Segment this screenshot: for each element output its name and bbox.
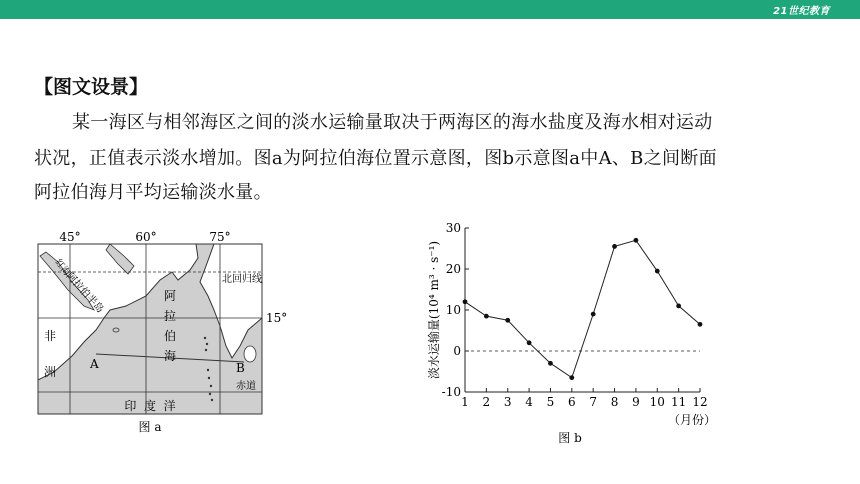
y-tick-label: -10 (441, 385, 461, 399)
data-point (591, 312, 596, 317)
arabian-sea-char-4: 海 (164, 349, 177, 363)
x-tick-label: 11 (670, 395, 687, 409)
x-axis-label: （月份） (667, 413, 717, 427)
arabian-sea-char-3: 伯 (164, 329, 177, 343)
x-tick-label: 7 (589, 395, 598, 409)
x-tick-label: 10 (649, 395, 665, 409)
data-point (505, 318, 510, 323)
data-point (463, 299, 468, 304)
africa-label-2: 洲 (44, 365, 57, 379)
chart-caption: 图 b (558, 431, 582, 445)
brand-logo: 21世纪教育 (773, 6, 830, 17)
x-tick-label: 12 (692, 395, 708, 409)
x-tick-label: 2 (482, 395, 491, 409)
y-tick-label: 30 (445, 221, 461, 235)
equator-label: 赤道 (236, 381, 256, 392)
tropic-label: 北回归线 (222, 274, 262, 285)
y-tick-label: 20 (445, 262, 461, 276)
africa-label-1: 非 (44, 329, 57, 343)
series-line (465, 240, 700, 377)
x-tick-label: 5 (546, 395, 555, 409)
data-point (676, 304, 681, 309)
paragraph-line-1: 某一海区与相邻海区之间的淡水运输量取决于两海区的海水盐度及海水相对运动 (72, 112, 713, 133)
x-tick-label: 9 (632, 395, 640, 409)
y-axis-label: 淡水运输量(10⁴ m³ · s⁻¹) (427, 240, 441, 380)
section-title: 【图文设景】 (34, 76, 149, 98)
y-tick-label: 10 (445, 303, 461, 317)
data-point (655, 269, 660, 274)
x-tick-label: 1 (461, 395, 469, 409)
red-sea-label: 红海 (52, 257, 72, 279)
data-point (569, 375, 574, 380)
series-points (463, 238, 703, 380)
x-tick-label: 8 (610, 395, 619, 409)
arabian-sea-char-1: 阿 (164, 289, 177, 303)
arabian-peninsula-label: 阿拉伯半岛 (63, 270, 106, 316)
data-point (527, 340, 532, 345)
paragraph-line-2: 状况，正值表示淡水增加。图a为阿拉伯海位置示意图，图b示意图a中A、B之间断面 (34, 148, 717, 169)
x-tick-label: 3 (503, 395, 512, 409)
data-point (698, 322, 703, 327)
data-point (484, 314, 489, 319)
paragraph-line-3: 阿拉伯海月平均运输淡水量。 (34, 182, 272, 203)
data-point (548, 361, 553, 366)
data-point (634, 238, 639, 243)
chart-ticks (442, 221, 708, 409)
chart-axes (465, 228, 700, 392)
indian-ocean-label: 印 度 洋 (124, 399, 176, 413)
x-tick-label: 4 (525, 395, 533, 409)
arabian-sea-char-2: 拉 (164, 309, 177, 323)
data-point (612, 244, 617, 249)
lat-label-15: 15° (266, 311, 288, 325)
y-tick-label: 0 (453, 344, 461, 358)
lon-label-60: 60° (135, 230, 157, 244)
point-a-label: A (90, 357, 99, 371)
map-caption: 图 a (138, 420, 162, 434)
point-b-label: B (236, 361, 245, 375)
lon-label-45: 45° (59, 230, 81, 244)
x-tick-label: 6 (567, 395, 576, 409)
lon-label-75: 75° (209, 230, 231, 244)
